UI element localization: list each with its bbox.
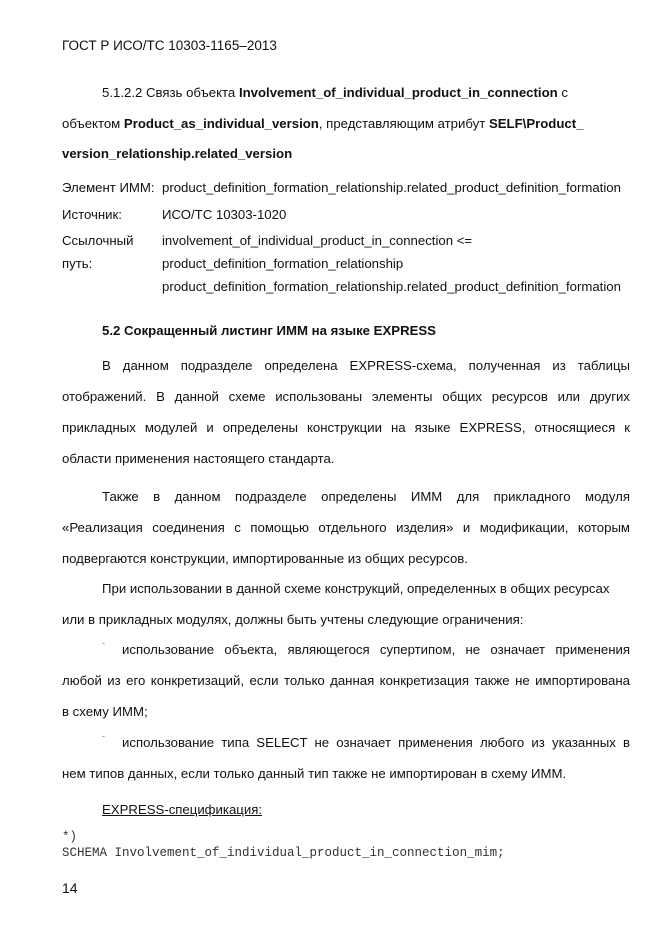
- bullet-line: использование объекта, являющегося супертипом, не означает применения: [122, 642, 630, 657]
- bullet-line: нем типов данных, если только данный тип также не импортирован в схему ИММ.: [62, 766, 567, 781]
- paragraph-line: В данном подразделе определена EXPRESS-схема, полученная из таблицы: [102, 358, 630, 373]
- paragraph-line: При использовании в данной схеме конструкций, определенных в общих ресурсах: [102, 581, 610, 596]
- code-line: *): [62, 830, 78, 844]
- refpath-label: Ссылочный: [62, 233, 134, 248]
- bullet-item-1: [62, 634, 630, 727]
- attribute-name: SELF\Product_: [488, 116, 584, 131]
- bullet-line: любой из его конкретизаций, если только данная конкретизация также не импортирована: [62, 673, 630, 688]
- bullet-dash: -: [102, 638, 105, 648]
- section-512-text: с: [557, 85, 568, 100]
- refpath-line: involvement_of_individual_product_in_connection <=: [162, 233, 473, 248]
- paragraph-line: отображений. В данной схеме использованы элементы общих ресурсов или других: [62, 389, 630, 404]
- source-label: Источник:: [62, 207, 122, 222]
- express-spec-heading: EXPRESS-спецификация:: [102, 802, 263, 817]
- bullet-item-2: [62, 727, 630, 789]
- paragraph-1: [62, 350, 630, 474]
- section-512-line1: [102, 85, 568, 100]
- paragraph-2: [62, 481, 630, 574]
- refpath-line: product_definition_formation_relationship: [162, 256, 404, 271]
- bullet-line: использование типа SELECT не означает применения любого из указанных в: [122, 735, 630, 750]
- section-512-text: , представляющим атрибут: [318, 116, 489, 131]
- section-52-title: 5.2 Сокращенный листинг ИММ на языке EXPRESS: [102, 323, 436, 338]
- paragraph-line: подвергаются конструкции, импортированные из общих ресурсов.: [62, 551, 468, 566]
- section-512-line3: version_relationship.related_version: [62, 146, 293, 161]
- refpath-label: путь:: [62, 256, 93, 271]
- entity-name: Product_as_individual_version: [123, 116, 319, 131]
- element-value: product_definition_formation_relationship.related_product_definition_formation: [162, 180, 621, 195]
- bullet-line: в схему ИММ;: [62, 704, 148, 719]
- page-number: 14: [62, 880, 78, 896]
- paragraph-line: Также в данном подразделе определены ИММ для прикладного модуля: [102, 489, 630, 504]
- section-512-text: объектом: [62, 116, 124, 131]
- paragraph-line: или в прикладных модулях, должны быть учтены следующие ограничения:: [62, 612, 524, 627]
- document-header: ГОСТ Р ИСО/ТС 10303-1165–2013: [62, 38, 277, 53]
- paragraph-line: «Реализация соединения с помощью отдельного изделия» и модификации, которым: [62, 520, 630, 535]
- section-512-text: 5.1.2.2 Связь объекта: [102, 85, 239, 100]
- code-line: SCHEMA Involvement_of_individual_product_in_connection_mim;: [62, 846, 505, 860]
- refpath-line: product_definition_formation_relationship.related_product_definition_formation: [162, 279, 621, 294]
- paragraph-3: [62, 573, 630, 635]
- element-label: Элемент ИММ:: [62, 180, 155, 195]
- paragraph-line: прикладных модулей и определены конструкции на языке EXPRESS, относящиеся к: [62, 420, 630, 435]
- bullet-dash: -: [102, 731, 105, 741]
- entity-name: Involvement_of_individual_product_in_connection: [238, 85, 558, 100]
- source-value: ИСО/ТС 10303-1020: [162, 207, 287, 222]
- paragraph-line: области применения настоящего стандарта.: [62, 451, 335, 466]
- section-512-line2: [62, 116, 583, 131]
